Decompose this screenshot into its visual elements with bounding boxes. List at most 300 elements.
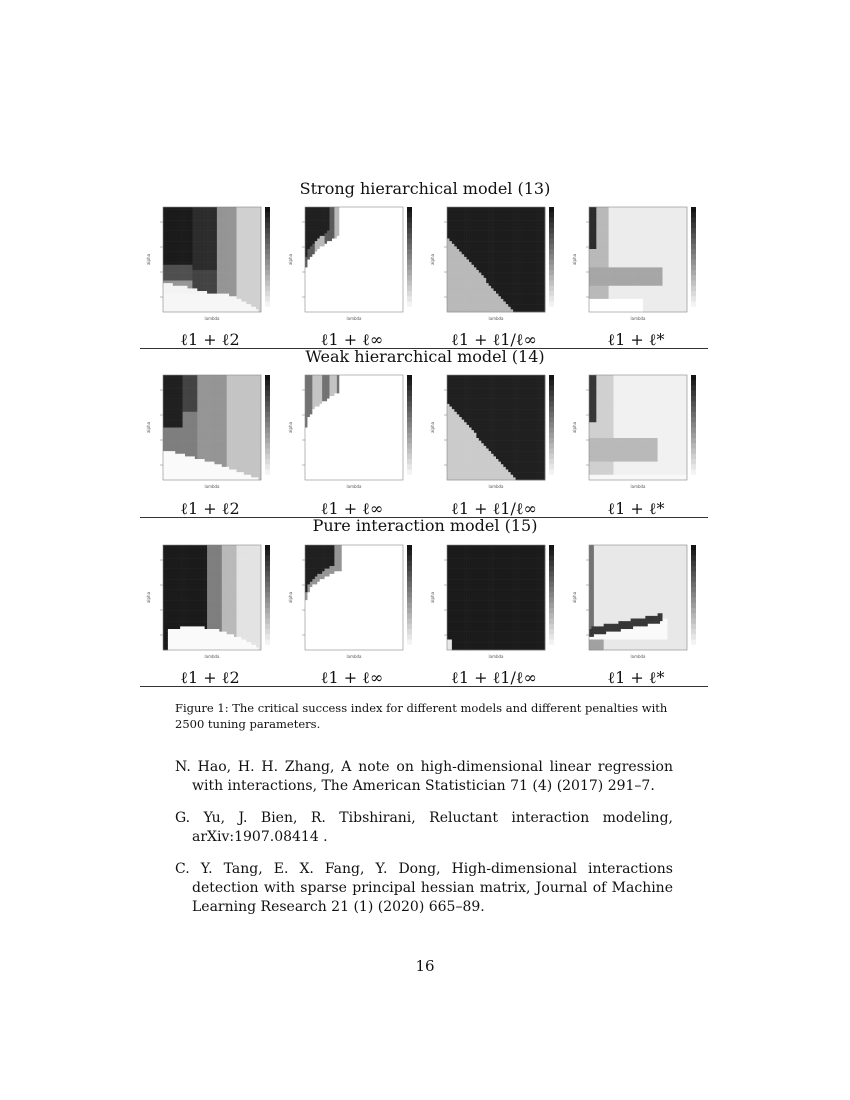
heatmap-cell: [190, 239, 193, 242]
heatmap-cell: [327, 231, 330, 234]
heatmap-cell: [214, 273, 217, 276]
heatmap-cell: [388, 215, 391, 218]
heatmap-cell: [185, 231, 188, 234]
heatmap-cell: [364, 265, 367, 268]
heatmap-cell: [474, 296, 477, 299]
heatmap-cell: [195, 244, 198, 247]
heatmap-cell: [212, 215, 215, 218]
heatmap-cell: [349, 207, 352, 210]
heatmap-cell: [342, 246, 345, 249]
heatmap-cell: [521, 291, 524, 294]
heatmap-cell: [508, 296, 511, 299]
heatmap-cell: [327, 291, 330, 294]
colorbar-cell: [407, 233, 412, 239]
heatmap-cell: [212, 304, 215, 307]
heatmap-cell: [472, 278, 475, 281]
heatmap-cell: [469, 281, 472, 284]
heatmap-cell: [374, 207, 377, 210]
heatmap-cell: [222, 294, 225, 297]
heatmap-cell: [246, 275, 249, 278]
heatmap-cell: [352, 281, 355, 284]
heatmap-cell: [398, 236, 401, 239]
colorbar-cell: [407, 218, 412, 224]
colorbar-cell: [265, 296, 270, 302]
heatmap-cell: [521, 278, 524, 281]
heatmap-cell: [354, 233, 357, 236]
heatmap-cell: [457, 302, 460, 305]
heatmap-cell: [381, 265, 384, 268]
heatmap-cell: [175, 220, 178, 223]
heatmap-cell: [540, 294, 543, 297]
heatmap-cell: [359, 241, 362, 244]
heatmap-cell: [447, 275, 450, 278]
heatmap-cell: [185, 210, 188, 213]
heatmap-cell: [516, 254, 519, 257]
heatmap-cell: [491, 299, 494, 302]
heatmap-cell: [521, 307, 524, 310]
heatmap-cell: [241, 273, 244, 276]
heatmap-cell: [317, 228, 320, 231]
heatmap-cell: [511, 218, 514, 221]
heatmap-cell: [251, 233, 254, 236]
heatmap-cell: [178, 291, 181, 294]
heatmap-cell: [454, 283, 457, 286]
heatmap-cell: [183, 220, 186, 223]
heatmap-cell: [227, 262, 230, 265]
heatmap-cell: [234, 278, 237, 281]
heatmap-cell: [339, 244, 342, 247]
heatmap-cell: [178, 294, 181, 297]
heatmap-cell: [307, 244, 310, 247]
heatmap-cell: [366, 257, 369, 260]
heatmap-cell: [379, 241, 382, 244]
heatmap-cell: [538, 215, 541, 218]
heatmap-cell: [332, 265, 335, 268]
heatmap-cell: [393, 275, 396, 278]
heatmap-cell: [232, 307, 235, 310]
heatmap-cell: [369, 225, 372, 228]
heatmap-cell: [256, 265, 259, 268]
heatmap-cell: [207, 231, 210, 234]
heatmap-cell: [334, 244, 337, 247]
heatmap-cell: [476, 207, 479, 210]
heatmap-cell: [525, 307, 528, 310]
heatmap-cell: [246, 228, 249, 231]
heatmap-cell: [219, 302, 222, 305]
heatmap-cell: [383, 252, 386, 255]
heatmap-cell: [386, 236, 389, 239]
heatmap-cell: [464, 215, 467, 218]
heatmap-cell: [459, 302, 462, 305]
heatmap-cell: [330, 304, 333, 307]
heatmap-cell: [188, 246, 191, 249]
heatmap-cell: [361, 260, 364, 263]
heatmap-cell: [310, 307, 313, 310]
heatmap-cell: [391, 262, 394, 265]
heatmap-cell: [452, 299, 455, 302]
heatmap-cell: [540, 236, 543, 239]
heatmap-cell: [496, 246, 499, 249]
heatmap-cell: [523, 215, 526, 218]
heatmap-cell: [396, 239, 399, 242]
heatmap-cell: [518, 270, 521, 273]
heatmap-cell: [224, 228, 227, 231]
heatmap-cell: [239, 252, 242, 255]
heatmap-cell: [165, 275, 168, 278]
heatmap-cell: [523, 296, 526, 299]
colorbar-cell: [265, 281, 270, 287]
heatmap-cell: [388, 273, 391, 276]
heatmap-cell: [374, 215, 377, 218]
heatmap-cell: [383, 233, 386, 236]
heatmap-cell: [391, 281, 394, 284]
heatmap-cell: [491, 296, 494, 299]
heatmap-cell: [202, 233, 205, 236]
heatmap-cell: [165, 260, 168, 263]
heatmap-cell: [523, 212, 526, 215]
heatmap-cell: [361, 283, 364, 286]
heatmap-cell: [327, 307, 330, 310]
heatmap-cell: [354, 262, 357, 265]
heatmap-cell: [310, 207, 313, 210]
heatmap-cell: [591, 241, 594, 244]
heatmap-cell: [307, 225, 310, 228]
heatmap-cell: [170, 299, 173, 302]
heatmap-cell: [212, 212, 215, 215]
heatmap-cell: [163, 262, 166, 265]
heatmap-cell: [244, 220, 247, 223]
heatmap-cell: [332, 228, 335, 231]
heatmap-cell: [192, 249, 195, 252]
heatmap-cell: [462, 281, 465, 284]
heatmap-cell: [459, 225, 462, 228]
heatmap-cell: [462, 220, 465, 223]
heatmap-cell: [325, 307, 328, 310]
heatmap-cell: [386, 288, 389, 291]
heatmap-cell: [503, 231, 506, 234]
heatmap-cell: [212, 207, 215, 210]
heatmap-cell: [197, 236, 200, 239]
heatmap-cell: [339, 254, 342, 257]
heatmap-cell: [459, 239, 462, 242]
heatmap-cell: [192, 291, 195, 294]
heatmap-cell: [322, 244, 325, 247]
heatmap-cell: [310, 296, 313, 299]
heatmap-cell: [516, 262, 519, 265]
heatmap-cell: [229, 220, 232, 223]
heatmap-cell: [391, 257, 394, 260]
heatmap-cell: [349, 215, 352, 218]
heatmap-cell: [513, 304, 516, 307]
heatmap-cell: [535, 273, 538, 276]
heatmap-cell: [457, 294, 460, 297]
heatmap-cell: [379, 288, 382, 291]
heatmap-cell: [484, 215, 487, 218]
heatmap-cell: [361, 207, 364, 210]
heatmap-cell: [388, 244, 391, 247]
heatmap-cell: [391, 236, 394, 239]
heatmap-cell: [484, 249, 487, 252]
heatmap-cell: [530, 302, 533, 305]
heatmap-cell: [320, 212, 323, 215]
heatmap-cell: [227, 302, 230, 305]
heatmap-cell: [244, 262, 247, 265]
heatmap-cell: [501, 307, 504, 310]
heatmap-cell: [518, 212, 521, 215]
heatmap-cell: [472, 207, 475, 210]
heatmap-cell: [337, 254, 340, 257]
heatmap-cell: [339, 249, 342, 252]
heatmap-cell: [217, 246, 220, 249]
heatmap-cell: [173, 286, 176, 289]
heatmap-cell: [202, 257, 205, 260]
heatmap-cell: [195, 299, 198, 302]
heatmap-cell: [315, 304, 318, 307]
heatmap-cell: [364, 246, 367, 249]
heatmap-cell: [175, 257, 178, 260]
heatmap-cell: [513, 236, 516, 239]
heatmap-cell: [246, 252, 249, 255]
heatmap-cell: [481, 228, 484, 231]
heatmap-cell: [361, 212, 364, 215]
heatmap-cell: [521, 218, 524, 221]
heatmap-cell: [467, 236, 470, 239]
heatmap-cell: [227, 239, 230, 242]
heatmap-cell: [241, 260, 244, 263]
heatmap-cell: [244, 252, 247, 255]
heatmap-cell: [366, 291, 369, 294]
heatmap-cell: [185, 267, 188, 270]
heatmap-cell: [447, 288, 450, 291]
heatmap-cell: [376, 246, 379, 249]
heatmap-cell: [535, 265, 538, 268]
heatmap-cell: [491, 249, 494, 252]
heatmap-cell: [484, 223, 487, 226]
heatmap-cell: [254, 307, 257, 310]
heatmap-cell: [457, 210, 460, 213]
heatmap-cell: [447, 252, 450, 255]
heatmap-cell: [334, 299, 337, 302]
heatmap-cell: [591, 265, 594, 268]
heatmap-cell: [474, 246, 477, 249]
heatmap-cell: [491, 220, 494, 223]
heatmap-cell: [540, 239, 543, 242]
heatmap-cell: [516, 267, 519, 270]
heatmap-cell: [219, 228, 222, 231]
heatmap-cell: [347, 210, 350, 213]
heatmap-cell: [173, 239, 176, 242]
heatmap-cell: [459, 304, 462, 307]
heatmap-cell: [376, 254, 379, 257]
heatmap-cell: [503, 307, 506, 310]
heatmap-cell: [317, 283, 320, 286]
heatmap-cell: [486, 273, 489, 276]
heatmap-cell: [356, 244, 359, 247]
heatmap-cell: [518, 307, 521, 310]
heatmap-cell: [525, 273, 528, 276]
heatmap-cell: [447, 246, 450, 249]
heatmap-cell: [376, 291, 379, 294]
heatmap-cell: [210, 212, 213, 215]
heatmap-cell: [222, 283, 225, 286]
heatmap-cell: [376, 236, 379, 239]
heatmap-cell: [325, 246, 328, 249]
heatmap-cell: [175, 262, 178, 265]
heatmap-cell: [398, 281, 401, 284]
heatmap-cell: [381, 212, 384, 215]
heatmap-cell: [383, 210, 386, 213]
heatmap-cell: [516, 302, 519, 305]
heatmap-cell: [322, 228, 325, 231]
heatmap-cell: [449, 233, 452, 236]
heatmap-cell: [325, 304, 328, 307]
heatmap-cell: [381, 223, 384, 226]
heatmap-cell: [254, 275, 257, 278]
heatmap-cell: [170, 207, 173, 210]
heatmap-cell: [214, 215, 217, 218]
heatmap-cell: [246, 281, 249, 284]
heatmap-cell: [354, 246, 357, 249]
heatmap-cell: [383, 212, 386, 215]
heatmap-cell: [173, 215, 176, 218]
heatmap-cell: [214, 223, 217, 226]
heatmap-cell: [244, 246, 247, 249]
heatmap-cell: [469, 252, 472, 255]
heatmap-cell: [516, 265, 519, 268]
heatmap-cell: [200, 281, 203, 284]
heatmap-cell: [594, 223, 597, 226]
heatmap-cell: [469, 257, 472, 260]
heatmap-cell: [366, 236, 369, 239]
heatmap-cell: [178, 265, 181, 268]
heatmap-cell: [344, 296, 347, 299]
heatmap-cell: [508, 299, 511, 302]
heatmap-cell: [489, 273, 492, 276]
heatmap-cell: [591, 275, 594, 278]
heatmap-cell: [185, 212, 188, 215]
heatmap-cell: [322, 215, 325, 218]
heatmap-cell: [325, 212, 328, 215]
heatmap-cell: [170, 228, 173, 231]
heatmap-cell: [212, 225, 215, 228]
heatmap-cell: [185, 249, 188, 252]
heatmap-cell: [356, 299, 359, 302]
heatmap-cell: [494, 307, 497, 310]
heatmap-cell: [317, 254, 320, 257]
heatmap-cell: [197, 262, 200, 265]
heatmap-cell: [393, 273, 396, 276]
heatmap-cell: [472, 231, 475, 234]
heatmap-cell: [591, 304, 594, 307]
heatmap-cell: [361, 265, 364, 268]
heatmap-cell: [535, 233, 538, 236]
heatmap-cell: [459, 228, 462, 231]
heatmap-cell: [589, 270, 592, 273]
heatmap-cell: [464, 286, 467, 289]
heatmap-cell: [530, 236, 533, 239]
heatmap-cell: [190, 223, 193, 226]
heatmap-cell: [317, 239, 320, 242]
heatmap-cell: [224, 291, 227, 294]
heatmap-cell: [589, 252, 592, 255]
heatmap-cell: [342, 265, 345, 268]
heatmap-cell: [506, 270, 509, 273]
heatmap-cell: [484, 239, 487, 242]
heatmap-cell: [364, 275, 367, 278]
heatmap-cell: [188, 223, 191, 226]
heatmap-cell: [214, 236, 217, 239]
heatmap-cell: [513, 257, 516, 260]
heatmap-cell: [589, 212, 592, 215]
heatmap-cell: [366, 286, 369, 289]
heatmap-cell: [234, 294, 237, 297]
heatmap-cell: [195, 236, 198, 239]
heatmap-cell: [315, 236, 318, 239]
heatmap-cell: [364, 294, 367, 297]
heatmap-cell: [342, 270, 345, 273]
heatmap-cell: [454, 212, 457, 215]
heatmap-cell: [513, 286, 516, 289]
heatmap-cell: [307, 215, 310, 218]
heatmap-cell: [327, 207, 330, 210]
heatmap-cell: [508, 244, 511, 247]
heatmap-cell: [538, 254, 541, 257]
heatmap-cell: [332, 267, 335, 270]
heatmap-cell: [452, 307, 455, 310]
heatmap-cell: [383, 246, 386, 249]
heatmap-cell: [175, 275, 178, 278]
heatmap-cell: [388, 228, 391, 231]
heatmap-cell: [192, 252, 195, 255]
heatmap-cell: [246, 286, 249, 289]
heatmap-cell: [222, 210, 225, 213]
heatmap-cell: [246, 296, 249, 299]
heatmap-cell: [516, 239, 519, 242]
heatmap-cell: [188, 249, 191, 252]
heatmap-cell: [249, 218, 252, 221]
heatmap-cell: [386, 231, 389, 234]
heatmap-cell: [525, 304, 528, 307]
heatmap-cell: [388, 281, 391, 284]
heatmap-cell: [212, 281, 215, 284]
heatmap-cell: [513, 283, 516, 286]
heatmap-cell: [366, 275, 369, 278]
heatmap-cell: [371, 260, 374, 263]
heatmap-cell: [170, 210, 173, 213]
heatmap-cell: [393, 288, 396, 291]
heatmap-cell: [535, 252, 538, 255]
heatmap-cell: [521, 275, 524, 278]
heatmap-cell: [376, 286, 379, 289]
heatmap-cell: [307, 218, 310, 221]
heatmap-cell: [178, 212, 181, 215]
heatmap-cell: [185, 262, 188, 265]
heatmap-cell: [192, 225, 195, 228]
heatmap-cell: [305, 260, 308, 263]
heatmap-cell: [374, 275, 377, 278]
heatmap-cell: [214, 302, 217, 305]
heatmap-cell: [503, 225, 506, 228]
heatmap-cell: [457, 281, 460, 284]
heatmap-cell: [173, 207, 176, 210]
heatmap-cell: [334, 307, 337, 310]
y-axis-label: alpha: [146, 253, 151, 266]
heatmap-cell: [207, 223, 210, 226]
heatmap-cell: [452, 239, 455, 242]
heatmap-cell: [188, 241, 191, 244]
heatmap-cell: [354, 220, 357, 223]
heatmap-cell: [241, 210, 244, 213]
